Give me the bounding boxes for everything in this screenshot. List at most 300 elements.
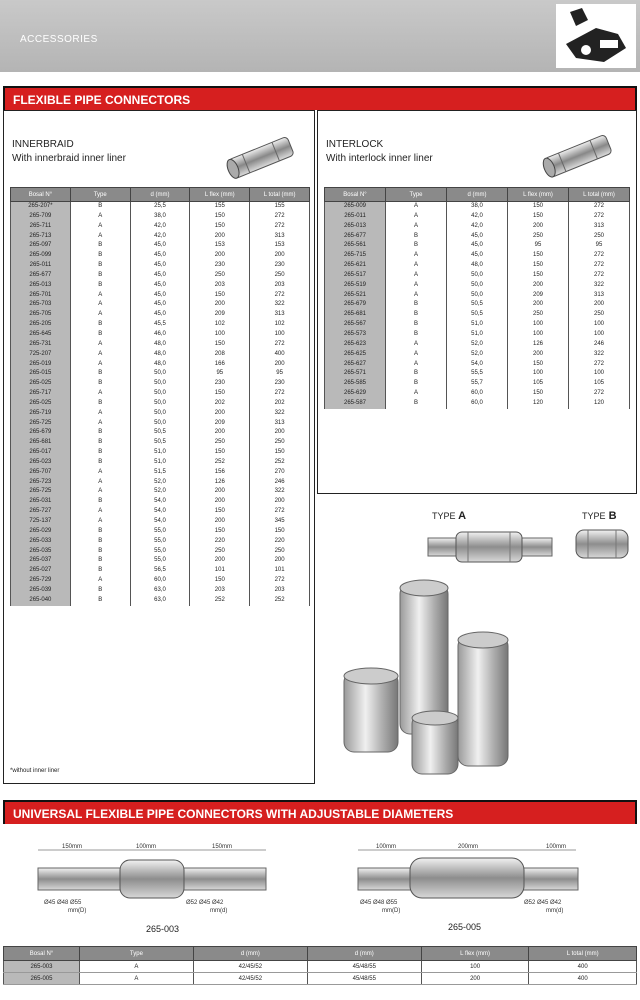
part-number-cell: 265-003: [4, 961, 80, 973]
table-cell: B: [70, 537, 130, 547]
table-row: [11, 409, 310, 419]
table-cell: 230: [250, 379, 310, 389]
dim-left-b: 100mm: [136, 844, 157, 850]
dim-right-d2: Ø52 Ø45 Ø42: [524, 900, 562, 906]
part-number-cell: 265-029: [11, 527, 71, 537]
innerbraid-name: INNERBRAID: [12, 139, 74, 150]
table-cell: 55,0: [130, 537, 190, 547]
table-cell: 42,0: [447, 222, 508, 232]
table-cell: 42/45/52: [193, 973, 307, 985]
part-number-cell: 265-207*: [11, 202, 71, 212]
part-number-cell: 265-009: [325, 202, 386, 212]
table-cell: 400: [529, 961, 637, 973]
table-cell: 50,0: [130, 379, 190, 389]
type-a-label: TYPE A: [432, 510, 467, 522]
table-cell: 250: [250, 547, 310, 557]
table-cell: 313: [250, 232, 310, 242]
table-row: [11, 379, 310, 389]
table-cell: 150: [190, 222, 250, 232]
table-row: [11, 517, 310, 527]
table-cell: B: [386, 232, 447, 242]
table-cell: 100: [508, 330, 569, 340]
table-row: [325, 330, 630, 340]
part-number-cell: 265-707: [11, 468, 71, 478]
table-cell: 250: [508, 232, 569, 242]
dim-left-d2: Ø52 Ø45 Ø42: [186, 900, 224, 906]
exhaust-logo-icon: [556, 4, 636, 68]
table-row: [11, 419, 310, 429]
table-cell: 55,0: [130, 527, 190, 537]
type-a-image: [420, 524, 560, 572]
table-cell: 150: [508, 212, 569, 222]
dim-right-b: 200mm: [458, 844, 479, 850]
part-number-cell: 265-681: [11, 438, 71, 448]
table-cell: 203: [190, 281, 250, 291]
table-cell: 150: [190, 212, 250, 222]
table-cell: 200: [250, 428, 310, 438]
part-number-cell: 265-725: [11, 419, 71, 429]
table-cell: 150: [508, 271, 569, 281]
table-row: [325, 261, 630, 271]
table-cell: 105: [508, 379, 569, 389]
part-number-cell: 265-727: [11, 507, 71, 517]
part-number-cell: 265-677: [11, 271, 71, 281]
table-cell: A: [70, 291, 130, 301]
innerbraid-desc: With innerbraid inner liner: [12, 153, 126, 164]
part-number-cell: 265-040: [11, 596, 71, 606]
table-cell: 150: [190, 291, 250, 301]
table-row: [325, 241, 630, 251]
table-cell: B: [70, 527, 130, 537]
table-row: [11, 566, 310, 576]
table-cell: A: [386, 212, 447, 222]
table-cell: 200: [190, 497, 250, 507]
table-cell: 150: [190, 340, 250, 350]
table-cell: 45/48/55: [307, 973, 421, 985]
table-cell: 200: [508, 350, 569, 360]
part-number-cell: 265-013: [325, 222, 386, 232]
column-header: d (mm): [307, 947, 421, 961]
table-cell: A: [70, 232, 130, 242]
table-cell: 50,0: [130, 419, 190, 429]
table-cell: 250: [508, 310, 569, 320]
table-row: [11, 369, 310, 379]
table-cell: 220: [190, 537, 250, 547]
table-row: [11, 537, 310, 547]
table-cell: 400: [250, 350, 310, 360]
table-cell: 120: [569, 399, 630, 409]
table-cell: 200: [190, 300, 250, 310]
table-cell: B: [386, 300, 447, 310]
table-row: [11, 212, 310, 222]
table-cell: 45,0: [447, 232, 508, 242]
table-cell: 50,5: [447, 300, 508, 310]
table-cell: 101: [250, 566, 310, 576]
table-cell: 45,0: [130, 281, 190, 291]
table-cell: 45,0: [130, 300, 190, 310]
table-cell: A: [70, 468, 130, 478]
caption-265-005: 265-005: [448, 922, 482, 932]
part-number-cell: 265-023: [11, 458, 71, 468]
table-cell: 150: [508, 389, 569, 399]
table-cell: 50,5: [447, 310, 508, 320]
table-row: [325, 369, 630, 379]
type-b-label: TYPE B: [582, 510, 617, 522]
table-cell: 200: [250, 556, 310, 566]
table-cell: 252: [190, 458, 250, 468]
table-cell: 55,0: [130, 547, 190, 557]
table-cell: A: [70, 576, 130, 586]
table-cell: 250: [250, 271, 310, 281]
part-number-cell: 265-011: [11, 261, 71, 271]
table-cell: A: [70, 419, 130, 429]
table-row: [325, 350, 630, 360]
part-number-cell: 265-629: [325, 389, 386, 399]
table-cell: 150: [508, 261, 569, 271]
table-row: [11, 468, 310, 478]
table-cell: A: [386, 251, 447, 261]
table-cell: B: [70, 566, 130, 576]
table-cell: A: [386, 340, 447, 350]
table-cell: 51,5: [130, 468, 190, 478]
table-cell: 200: [190, 556, 250, 566]
table-cell: 166: [190, 360, 250, 370]
table-cell: 252: [250, 596, 310, 606]
table-cell: B: [70, 448, 130, 458]
table-cell: 313: [250, 310, 310, 320]
table-cell: A: [79, 961, 193, 973]
table-cell: A: [386, 222, 447, 232]
table-row: [11, 222, 310, 232]
table-row: [11, 232, 310, 242]
part-number-cell: 265-017: [11, 448, 71, 458]
part-number-cell: 265-035: [11, 547, 71, 557]
table-cell: 63,0: [130, 596, 190, 606]
part-number-cell: 265-677: [325, 232, 386, 242]
part-number-cell: 265-703: [11, 300, 71, 310]
table-cell: B: [386, 369, 447, 379]
part-number-cell: 265-521: [325, 291, 386, 301]
table-row: [11, 428, 310, 438]
table-cell: 272: [569, 360, 630, 370]
table-cell: 220: [250, 537, 310, 547]
table-row: [11, 251, 310, 261]
table-cell: 150: [190, 389, 250, 399]
table-cell: 250: [190, 271, 250, 281]
part-number-cell: 265-097: [11, 241, 71, 251]
table-cell: 200: [508, 300, 569, 310]
table-row: [11, 310, 310, 320]
table-cell: 150: [508, 360, 569, 370]
table-cell: 246: [569, 340, 630, 350]
table-cell: 45,0: [447, 251, 508, 261]
part-number-cell: 265-709: [11, 212, 71, 222]
part-number-cell: 265-681: [325, 310, 386, 320]
interlock-table: [324, 187, 630, 409]
part-number-cell: 265-517: [325, 271, 386, 281]
part-number-cell: 265-037: [11, 556, 71, 566]
table-cell: 272: [250, 340, 310, 350]
table-cell: 95: [508, 241, 569, 251]
table-cell: 38,0: [447, 202, 508, 212]
table-row: [4, 961, 637, 973]
column-header: Bosal N°: [4, 947, 80, 961]
universal-title: UNIVERSAL FLEXIBLE PIPE CONNECTORS WITH ADJUSTABLE DIAMETERS: [3, 800, 637, 824]
table-row: [325, 222, 630, 232]
table-cell: 313: [250, 419, 310, 429]
table-cell: 45/48/55: [307, 961, 421, 973]
innerbraid-product-image: [222, 125, 302, 181]
table-cell: B: [70, 271, 130, 281]
table-row: [325, 300, 630, 310]
table-row: [11, 340, 310, 350]
table-row: [11, 438, 310, 448]
table-cell: 63,0: [130, 586, 190, 596]
table-cell: B: [386, 320, 447, 330]
table-cell: 250: [190, 438, 250, 448]
part-number-cell: 265-519: [325, 281, 386, 291]
table-cell: A: [70, 212, 130, 222]
table-cell: B: [70, 202, 130, 212]
table-cell: 50,0: [130, 399, 190, 409]
table-cell: 250: [190, 547, 250, 557]
table-cell: 272: [250, 222, 310, 232]
table-row: [11, 487, 310, 497]
table-row: [11, 547, 310, 557]
table-cell: 230: [250, 261, 310, 271]
dim-left-c: 150mm: [212, 844, 233, 850]
part-number-cell: 265-715: [325, 251, 386, 261]
part-number-cell: 265-723: [11, 478, 71, 488]
table-cell: A: [70, 340, 130, 350]
table-cell: 322: [250, 487, 310, 497]
table-row: [11, 360, 310, 370]
table-row: [325, 281, 630, 291]
table-row: [325, 340, 630, 350]
table-cell: 156: [190, 468, 250, 478]
table-cell: A: [70, 310, 130, 320]
column-header: Type: [70, 188, 130, 202]
table-row: [11, 586, 310, 596]
part-number-cell: 265-585: [325, 379, 386, 389]
table-cell: 95: [190, 369, 250, 379]
part-number-cell: 265-725: [11, 487, 71, 497]
table-row: [4, 973, 637, 985]
table-cell: B: [386, 379, 447, 389]
table-cell: B: [70, 596, 130, 606]
table-cell: 45,5: [130, 320, 190, 330]
table-row: [11, 596, 310, 606]
table-cell: 42,0: [447, 212, 508, 222]
table-cell: 50,5: [130, 438, 190, 448]
dim-left-d1u: mm(D): [68, 908, 87, 914]
flexible-section: [3, 86, 637, 110]
universal-section: [3, 800, 637, 824]
column-header: L total (mm): [529, 947, 637, 961]
table-cell: A: [386, 291, 447, 301]
table-cell: B: [70, 369, 130, 379]
table-row: [11, 291, 310, 301]
table-cell: 252: [190, 596, 250, 606]
table-row: [11, 527, 310, 537]
table-row: [11, 281, 310, 291]
table-cell: A: [386, 350, 447, 360]
table-cell: 45,0: [130, 310, 190, 320]
part-number-cell: 265-679: [11, 428, 71, 438]
table-cell: A: [386, 202, 447, 212]
table-cell: 313: [569, 291, 630, 301]
part-number-cell: 265-039: [11, 586, 71, 596]
table-cell: 200: [190, 517, 250, 527]
table-cell: 272: [569, 202, 630, 212]
table-cell: 322: [569, 281, 630, 291]
table-cell: 200: [190, 409, 250, 419]
table-cell: 100: [508, 369, 569, 379]
column-header: L total (mm): [250, 188, 310, 202]
table-cell: 155: [250, 202, 310, 212]
dim-left-d1: Ø45 Ø48 Ø55: [44, 900, 82, 906]
table-cell: 150: [190, 507, 250, 517]
table-cell: B: [70, 399, 130, 409]
table-cell: 25,5: [130, 202, 190, 212]
table-row: [325, 379, 630, 389]
table-cell: 54,0: [130, 497, 190, 507]
table-cell: 203: [250, 281, 310, 291]
table-cell: A: [70, 478, 130, 488]
table-cell: 126: [190, 478, 250, 488]
table-cell: 45,0: [130, 241, 190, 251]
table-cell: A: [386, 360, 447, 370]
table-cell: A: [386, 271, 447, 281]
table-cell: 272: [250, 291, 310, 301]
table-cell: 50,0: [447, 281, 508, 291]
table-cell: 54,0: [447, 360, 508, 370]
table-cell: 50,0: [130, 409, 190, 419]
table-row: [325, 291, 630, 301]
table-cell: 272: [569, 212, 630, 222]
table-row: [325, 320, 630, 330]
part-number-cell: 265-027: [11, 566, 71, 576]
part-number-cell: 265-625: [325, 350, 386, 360]
table-cell: 200: [190, 428, 250, 438]
table-cell: 208: [190, 350, 250, 360]
table-cell: 38,0: [130, 212, 190, 222]
table-cell: 272: [569, 271, 630, 281]
table-cell: 203: [190, 586, 250, 596]
table-cell: 48,0: [130, 340, 190, 350]
table-cell: 50,0: [447, 291, 508, 301]
table-cell: 155: [190, 202, 250, 212]
footnote: *without inner liner: [10, 768, 60, 774]
interlock-product-image: [538, 123, 622, 179]
table-row: [11, 350, 310, 360]
table-cell: A: [70, 222, 130, 232]
part-number-cell: 265-731: [11, 340, 71, 350]
table-cell: 209: [508, 291, 569, 301]
part-number-cell: 265-025: [11, 399, 71, 409]
interlock-panel: [317, 110, 637, 494]
table-cell: 52,0: [447, 350, 508, 360]
table-cell: 150: [508, 251, 569, 261]
part-number-cell: 265-621: [325, 261, 386, 271]
table-cell: 322: [250, 300, 310, 310]
table-cell: 272: [569, 261, 630, 271]
table-cell: 200: [250, 251, 310, 261]
table-cell: 270: [250, 468, 310, 478]
part-number-cell: 265-025: [11, 379, 71, 389]
table-row: [325, 212, 630, 222]
part-number-cell: 265-005: [4, 973, 80, 985]
column-header: L flex (mm): [508, 188, 569, 202]
table-row: [11, 448, 310, 458]
table-cell: 100: [250, 330, 310, 340]
table-cell: B: [70, 428, 130, 438]
column-header: L flex (mm): [421, 947, 529, 961]
table-cell: 345: [250, 517, 310, 527]
table-cell: 250: [569, 310, 630, 320]
table-cell: B: [70, 556, 130, 566]
table-row: [325, 389, 630, 399]
part-number-cell: 265-627: [325, 360, 386, 370]
table-cell: 54,0: [130, 517, 190, 527]
dim-right-d2u: mm(d): [546, 908, 564, 914]
part-number-cell: 265-679: [325, 300, 386, 310]
table-cell: A: [70, 350, 130, 360]
table-cell: 42,0: [130, 232, 190, 242]
table-cell: 95: [250, 369, 310, 379]
column-header: L total (mm): [569, 188, 630, 202]
part-number-cell: 265-713: [11, 232, 71, 242]
table-cell: 101: [190, 566, 250, 576]
table-cell: B: [386, 310, 447, 320]
table-cell: 46,0: [130, 330, 190, 340]
table-cell: B: [70, 241, 130, 251]
table-cell: 126: [508, 340, 569, 350]
table-cell: 60,0: [130, 576, 190, 586]
table-row: [325, 232, 630, 242]
part-number-cell: 265-623: [325, 340, 386, 350]
interlock-name: INTERLOCK: [326, 139, 384, 150]
table-cell: B: [70, 251, 130, 261]
table-cell: 200: [508, 222, 569, 232]
connectors-group-image: [330, 576, 540, 786]
table-cell: 200: [190, 232, 250, 242]
dim-right-a: 100mm: [376, 844, 397, 850]
table-row: [11, 330, 310, 340]
column-header: Type: [79, 947, 193, 961]
table-cell: B: [70, 586, 130, 596]
part-number-cell: 265-587: [325, 399, 386, 409]
table-cell: 51,0: [447, 320, 508, 330]
part-number-cell: 265-561: [325, 241, 386, 251]
table-row: [11, 241, 310, 251]
part-number-cell: 725-137: [11, 517, 71, 527]
part-number-cell: 725-207: [11, 350, 71, 360]
table-cell: 52,0: [130, 487, 190, 497]
table-cell: B: [386, 241, 447, 251]
column-header: d (mm): [193, 947, 307, 961]
part-number-cell: 265-031: [11, 497, 71, 507]
table-cell: 56,5: [130, 566, 190, 576]
table-cell: 102: [250, 320, 310, 330]
table-row: [11, 320, 310, 330]
column-header: Type: [386, 188, 447, 202]
table-row: [11, 507, 310, 517]
table-cell: 45,0: [130, 261, 190, 271]
table-cell: 60,0: [447, 399, 508, 409]
table-cell: 250: [569, 232, 630, 242]
type-b-image: [572, 524, 634, 564]
